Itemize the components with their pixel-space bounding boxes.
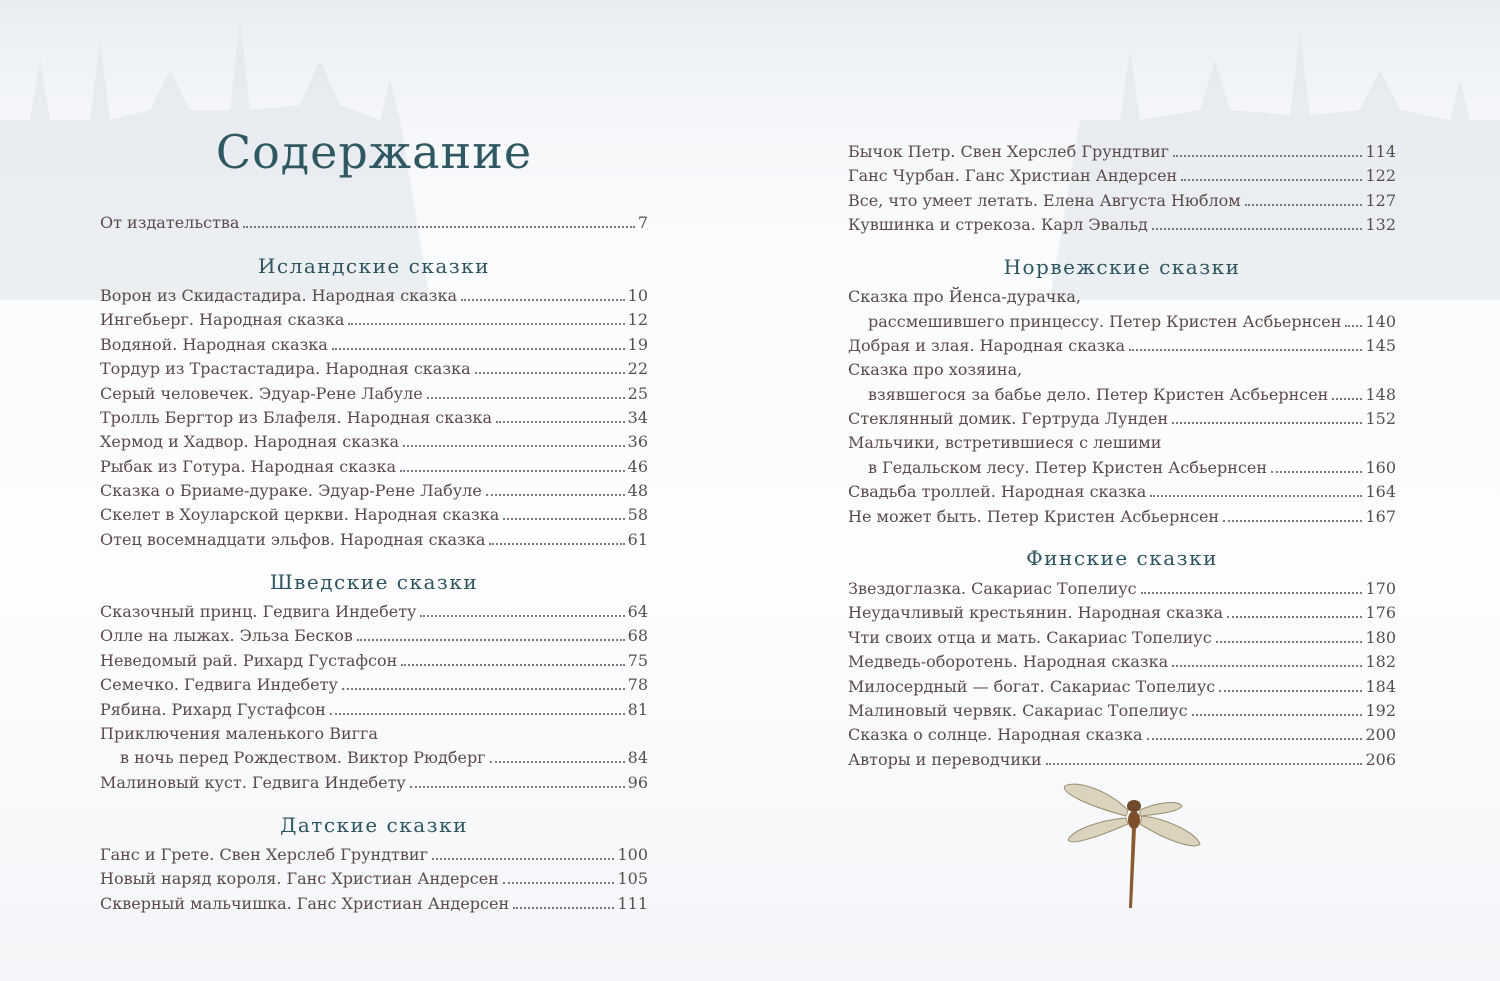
dot-leader — [403, 445, 625, 447]
dot-leader — [461, 299, 625, 301]
entry-title: Рябина. Рихард Густафсон — [100, 700, 326, 719]
entry-page: 167 — [1365, 507, 1396, 526]
entry-title: Водяной. Народная сказка — [100, 335, 328, 354]
entry-page: 10 — [627, 286, 648, 305]
dot-leader — [1271, 471, 1362, 473]
toc-entry[interactable] — [848, 746, 1396, 770]
entry-title: Не может быть. Петер Кристен Асбьернсен — [848, 507, 1220, 526]
entry-page: 48 — [627, 481, 648, 500]
dot-leader — [1219, 690, 1362, 692]
toc-entry[interactable] — [100, 769, 648, 793]
toc-entry[interactable] — [100, 696, 648, 720]
entry-title: Звездоглазка. Сакариас Топелиус — [848, 579, 1137, 598]
toc-entry[interactable] — [848, 503, 1396, 527]
dot-leader — [503, 882, 615, 884]
toc-entry[interactable] — [848, 673, 1396, 697]
dot-leader — [1150, 495, 1362, 497]
entry-title: Ганс и Грете. Свен Херслеб Грундтвиг — [100, 845, 428, 864]
entry-title: Скелет в Хоуларской церкви. Народная сказка — [100, 505, 500, 524]
entry-page: 182 — [1365, 652, 1396, 671]
entry-page: 36 — [627, 432, 648, 451]
section-heading-finnish: Финские сказки — [1026, 546, 1218, 570]
entry-title: Медведь-оборотень. Народная сказка — [848, 652, 1169, 671]
entry-page: 84 — [627, 748, 648, 767]
entry-page: 105 — [617, 869, 648, 888]
toc-entry[interactable] — [100, 380, 648, 404]
dot-leader — [1245, 204, 1363, 206]
toc-entry[interactable] — [848, 575, 1396, 599]
entry-page: 200 — [1365, 725, 1396, 744]
toc-entry[interactable] — [100, 526, 648, 550]
entry-title: Неведомый рай. Рихард Густафсон — [100, 651, 398, 670]
toc-entry[interactable] — [100, 282, 648, 306]
toc-entry[interactable] — [100, 622, 648, 646]
entry-title: Неудачливый крестьянин. Народная сказка — [848, 603, 1223, 622]
toc-entry[interactable] — [100, 865, 648, 889]
entry-title: Тролль Бергтор из Блафеля. Народная сказка — [100, 408, 493, 427]
entry-title: Хермод и Хадвор. Народная сказка — [100, 432, 400, 451]
entry-page: 160 — [1365, 458, 1396, 477]
entry-page: 148 — [1365, 385, 1396, 404]
entry-page: 22 — [627, 359, 648, 378]
entry-title: Новый наряд короля. Ганс Христиан Андерсен — [100, 869, 499, 888]
dot-leader — [401, 664, 624, 666]
dot-leader — [348, 323, 624, 325]
dot-leader — [1192, 714, 1363, 716]
page-title: Содержание — [215, 125, 533, 179]
toc-entry[interactable] — [100, 306, 648, 330]
toc-entry[interactable] — [848, 381, 1396, 405]
entry-title: Мальчики, встретившиеся с лешими — [848, 433, 1162, 452]
entry-page: 184 — [1365, 677, 1396, 696]
entry-page: 206 — [1365, 750, 1396, 769]
entry-title: Тордур из Трастастадира. Народная сказка — [100, 359, 471, 378]
entry-page: 7 — [637, 213, 648, 232]
dot-leader — [342, 688, 625, 690]
entry-page: 34 — [627, 408, 648, 427]
toc-entry[interactable] — [848, 721, 1396, 745]
toc-entry[interactable] — [100, 647, 648, 671]
toc-entry-line1[interactable] — [100, 720, 648, 744]
dot-leader — [486, 494, 625, 496]
entry-title: Рыбак из Готура. Народная сказка — [100, 457, 397, 476]
entry-page: 68 — [627, 626, 648, 645]
section-heading-icelandic: Исландские сказки — [257, 254, 490, 278]
dot-leader — [1173, 155, 1362, 157]
toc-entry[interactable] — [100, 477, 648, 501]
toc-entry-line1[interactable] — [848, 356, 1396, 380]
entry-title: Сказка про хозяина, — [848, 360, 1023, 379]
dot-leader — [243, 226, 634, 228]
dot-leader — [400, 470, 625, 472]
dot-leader — [496, 421, 625, 423]
entry-title: Малиновый червяк. Сакариас Топелиус — [848, 701, 1188, 720]
dot-leader — [357, 639, 625, 641]
entry-page: 152 — [1365, 409, 1396, 428]
toc-entry[interactable] — [848, 162, 1396, 186]
entry-title-continuation: рассмешившего принцессу. Петер Кристен Асбьернсен — [868, 312, 1342, 331]
entry-title: Скверный мальчишка. Ганс Христиан Андерсен — [100, 894, 510, 913]
entry-page: 127 — [1365, 191, 1396, 210]
toc-entry-intro[interactable] — [100, 209, 648, 233]
toc-entry[interactable] — [100, 404, 648, 428]
toc-entry[interactable] — [848, 211, 1396, 235]
entry-page: 145 — [1365, 336, 1396, 355]
dot-leader — [330, 713, 625, 715]
entry-page: 25 — [627, 384, 648, 403]
dot-leader — [1345, 325, 1362, 327]
section-heading-swedish: Шведские сказки — [269, 570, 479, 594]
dot-leader — [1046, 763, 1363, 765]
entry-title: Кувшинка и стрекоза. Карл Эвальд — [848, 215, 1148, 234]
dot-leader — [1147, 738, 1363, 740]
entry-page: 100 — [617, 845, 648, 864]
entry-title: Сказка о Бриаме-дураке. Эдуар-Рене Лабуле — [100, 481, 482, 500]
entry-title-continuation: в ночь перед Рождеством. Виктор Рюдберг — [120, 748, 486, 767]
dot-leader — [1181, 179, 1362, 181]
entry-page: 19 — [627, 335, 648, 354]
entry-title: Все, что умеет летать. Елена Августа Нюблом — [848, 191, 1241, 210]
dot-leader — [1227, 616, 1362, 618]
entry-title: Сказочный принц. Гедвига Индебету — [100, 602, 417, 621]
toc-entry[interactable] — [100, 428, 648, 452]
entry-title: Ганс Чурбан. Ганс Христиан Андерсен — [848, 166, 1178, 185]
dragonfly-illustration — [1060, 780, 1210, 915]
entry-page: 132 — [1365, 215, 1396, 234]
toc-entry[interactable] — [100, 501, 648, 525]
dot-leader — [1223, 520, 1362, 522]
entry-title: Семечко. Гедвига Индебету — [100, 675, 338, 694]
dot-leader — [1141, 592, 1363, 594]
entry-page: 192 — [1365, 701, 1396, 720]
dot-leader — [1129, 349, 1362, 351]
dot-leader — [503, 518, 624, 520]
toc-entry[interactable] — [848, 187, 1396, 211]
entry-title: Ворон из Скидастадира. Народная сказка — [100, 286, 457, 305]
section-heading-norwegian: Норвежские сказки — [1003, 255, 1241, 279]
entry-page: 114 — [1365, 142, 1396, 161]
section-heading-danish: Датские сказки — [280, 813, 468, 837]
entry-title-continuation: в Гедальском лесу. Петер Кристен Асбьернсен — [868, 458, 1268, 477]
dot-leader — [432, 858, 615, 860]
dot-leader — [1172, 422, 1362, 424]
toc-entry[interactable] — [848, 454, 1396, 478]
entry-title: Приключения маленького Вигга — [100, 724, 378, 743]
toc-entry[interactable] — [100, 355, 648, 379]
entry-title: Бычок Петр. Свен Херслеб Грундтвиг — [848, 142, 1170, 161]
toc-entry[interactable] — [100, 671, 648, 695]
toc-entry[interactable] — [100, 841, 648, 865]
entry-page: 81 — [627, 700, 648, 719]
entry-title: Серый человечек. Эдуар-Рене Лабуле — [100, 384, 423, 403]
entry-title: Ингебьерг. Народная сказка — [100, 310, 345, 329]
entry-page: 164 — [1365, 482, 1396, 501]
entry-title: От издательства — [100, 213, 240, 232]
entry-title: Олле на лыжах. Эльза Бесков — [100, 626, 353, 645]
dot-leader — [427, 397, 625, 399]
toc-entry[interactable] — [848, 478, 1396, 502]
entry-title: Милосердный — богат. Сакариас Топелиус — [848, 677, 1216, 696]
toc-entry[interactable] — [100, 453, 648, 477]
toc-entry-line1[interactable] — [848, 283, 1396, 307]
dot-leader — [513, 907, 614, 909]
entry-page: 61 — [627, 530, 648, 549]
entry-title: Добрая и злая. Народная сказка — [848, 336, 1126, 355]
dot-leader — [332, 348, 625, 350]
entry-title: Чти своих отца и мать. Сакариас Топелиус — [848, 628, 1212, 647]
entry-page: 140 — [1365, 312, 1396, 331]
toc-entry[interactable] — [848, 308, 1396, 332]
entry-page: 111 — [617, 894, 648, 913]
toc-entry[interactable] — [100, 890, 648, 914]
entry-page: 12 — [627, 310, 648, 329]
toc-entry[interactable] — [100, 744, 648, 768]
entry-page: 180 — [1365, 628, 1396, 647]
entry-title-continuation: взявшегося за бабье дело. Петер Кристен Асбьернсен — [868, 385, 1329, 404]
toc-entry[interactable] — [848, 624, 1396, 648]
entry-page: 176 — [1365, 603, 1396, 622]
dot-leader — [420, 615, 624, 617]
entry-page: 58 — [627, 505, 648, 524]
toc-entry[interactable] — [848, 332, 1396, 356]
dot-leader — [410, 786, 625, 788]
entry-title: Стеклянный домик. Гертруда Лунден — [848, 409, 1169, 428]
entry-title: Сказка про Йенса-дурачка, — [848, 287, 1081, 306]
dot-leader — [489, 543, 624, 545]
entry-page: 46 — [627, 457, 648, 476]
dot-leader — [1216, 641, 1363, 643]
entry-title: Малиновый куст. Гедвига Индебету — [100, 773, 406, 792]
entry-page: 78 — [627, 675, 648, 694]
entry-title: Отец восемнадцати эльфов. Народная сказка — [100, 530, 486, 549]
entry-page: 122 — [1365, 166, 1396, 185]
entry-title: Сказка о солнце. Народная сказка — [848, 725, 1143, 744]
entry-page: 96 — [627, 773, 648, 792]
toc-entry[interactable] — [848, 648, 1396, 672]
toc-entry[interactable] — [848, 405, 1396, 429]
dot-leader — [490, 761, 625, 763]
entry-page: 64 — [627, 602, 648, 621]
dot-leader — [1332, 398, 1362, 400]
entry-title: Авторы и переводчики — [848, 750, 1042, 769]
toc-entry[interactable] — [100, 331, 648, 355]
toc-entry[interactable] — [848, 599, 1396, 623]
entry-page: 75 — [627, 651, 648, 670]
dot-leader — [1172, 665, 1362, 667]
entry-title: Свадьба троллей. Народная сказка — [848, 482, 1147, 501]
toc-entry[interactable] — [100, 598, 648, 622]
toc-entry[interactable] — [848, 138, 1396, 162]
dot-leader — [1152, 228, 1363, 230]
toc-entry[interactable] — [848, 697, 1396, 721]
entry-page: 170 — [1365, 579, 1396, 598]
toc-entry-line1[interactable] — [848, 429, 1396, 453]
dot-leader — [475, 372, 625, 374]
